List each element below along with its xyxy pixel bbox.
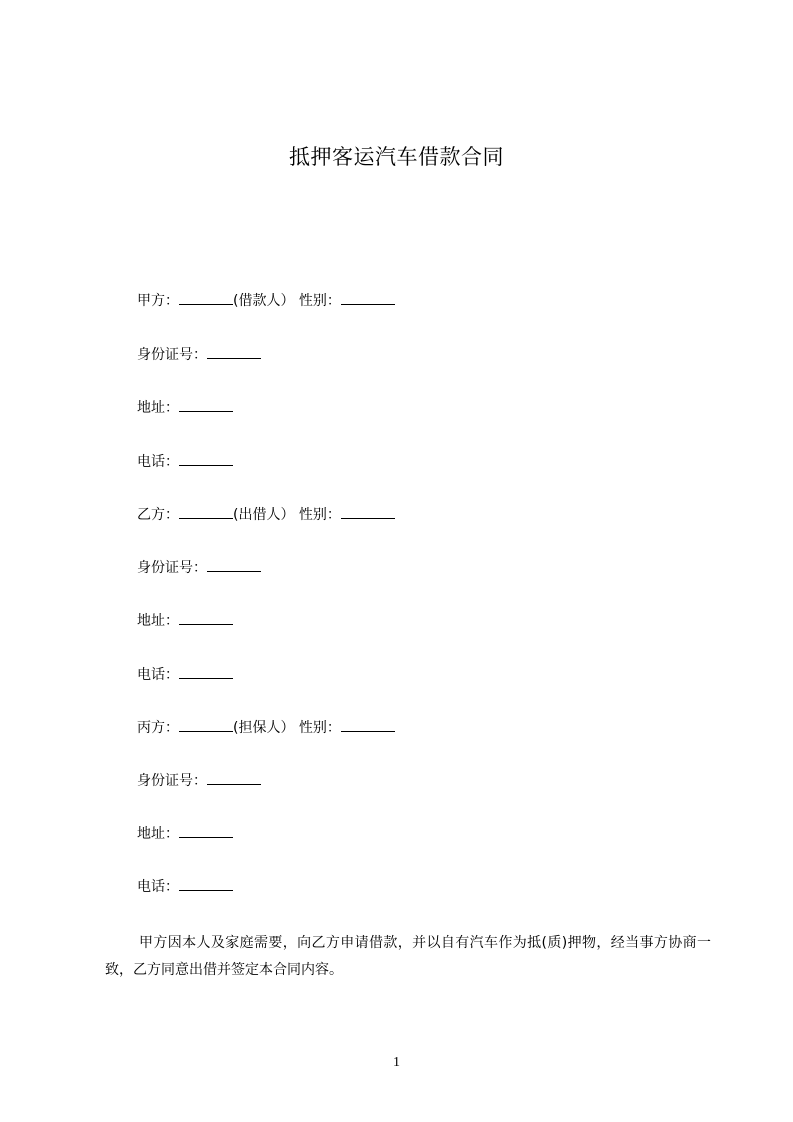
party-b-id-line: [137, 558, 261, 578]
party-c-name-blank: [179, 718, 233, 732]
party-a-gender-blank: [341, 291, 395, 305]
document-title: 抵押客运汽车借款合同: [289, 145, 504, 169]
party-a-id-blank: [207, 345, 261, 359]
party-b-phone-blank: [179, 665, 233, 679]
party-c-label: 丙方：: [137, 720, 179, 736]
party-a-address-line: [137, 398, 233, 418]
party-b-id-label: 身份证号：: [137, 560, 207, 576]
party-b-name-line: [137, 505, 395, 525]
party-b-name-blank: [179, 505, 233, 519]
party-b-address-blank: [179, 611, 233, 625]
party-a-phone-blank: [179, 452, 233, 466]
party-a-label: 甲方：: [137, 293, 179, 309]
party-a-role: (借款人）: [233, 293, 295, 309]
party-a-name-blank: [179, 291, 233, 305]
party-c-phone-line: [137, 877, 233, 897]
party-c-address-line: [137, 824, 233, 844]
party-c-gender-blank: [341, 718, 395, 732]
party-c-id-label: 身份证号：: [137, 773, 207, 789]
party-c-role: (担保人）: [233, 720, 295, 736]
party-c-id-line: [137, 771, 261, 791]
party-b-role: (出借人）: [233, 507, 295, 523]
party-b-address-line: [137, 611, 233, 631]
party-a-address-label: 地址：: [137, 400, 179, 416]
party-b-label: 乙方：: [137, 507, 179, 523]
page-number: 1: [393, 1055, 400, 1070]
party-a-id-line: [137, 345, 261, 365]
party-c-phone-label: 电话：: [137, 879, 179, 895]
party-a-id-label: 身份证号：: [137, 347, 207, 363]
party-a-gender-label: 性别：: [298, 293, 341, 309]
party-c-name-line: [137, 718, 395, 738]
party-b-address-label: 地址：: [137, 613, 179, 629]
party-a-name-line: [137, 291, 395, 311]
party-b-gender-blank: [341, 505, 395, 519]
party-c-phone-blank: [179, 877, 233, 891]
party-b-id-blank: [207, 558, 261, 572]
party-c-address-label: 地址：: [137, 826, 179, 842]
party-b-phone-line: [137, 665, 233, 685]
party-c-gender-label: 性别：: [298, 720, 341, 736]
party-b-phone-label: 电话：: [137, 667, 179, 683]
party-c-address-blank: [179, 824, 233, 838]
party-a-phone-label: 电话：: [137, 454, 179, 470]
party-b-gender-label: 性别：: [298, 507, 341, 523]
intro-paragraph: 甲方因本人及家庭需要，向乙方申请借款，并以自有汽车作为抵(质)押物，经当事方协商一致，乙方同意出借并签定本合同内容。: [105, 935, 711, 978]
party-c-id-blank: [207, 771, 261, 785]
party-a-address-blank: [179, 398, 233, 412]
party-a-phone-line: [137, 452, 233, 472]
